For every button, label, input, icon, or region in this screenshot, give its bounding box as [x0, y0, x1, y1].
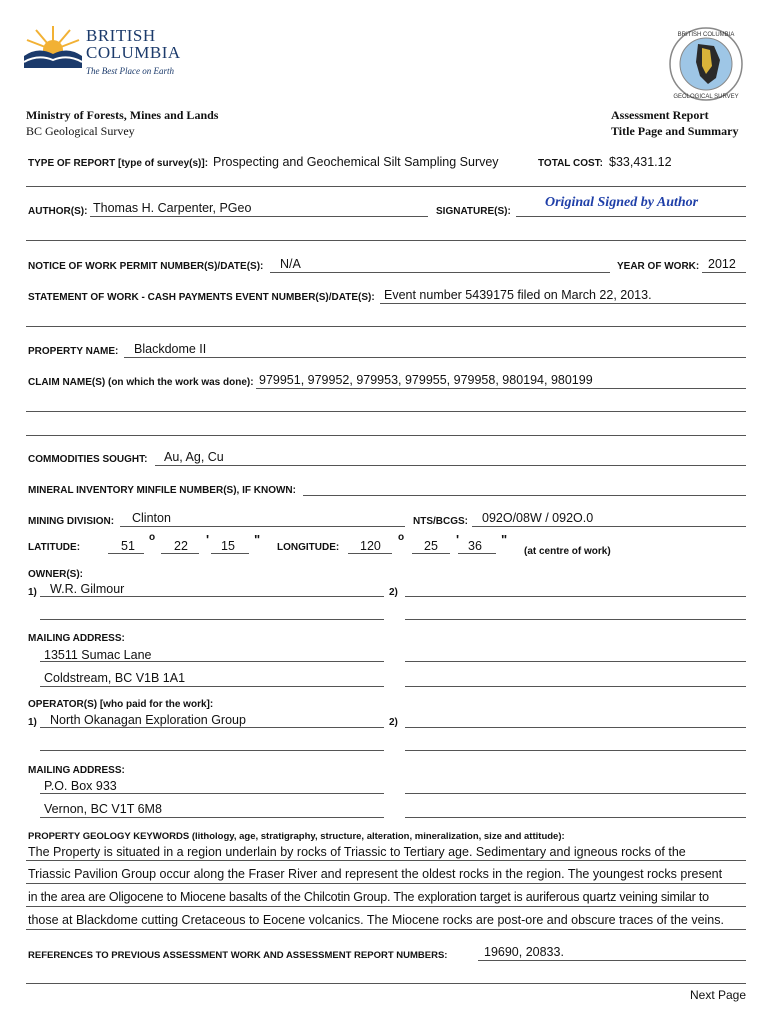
permit-underline [270, 272, 610, 273]
statement-label: STATEMENT OF WORK - CASH PAYMENTS EVENT NUMBER(S)/DATE(S): [28, 292, 375, 303]
operator-2-underline [405, 727, 746, 728]
svg-text:GEOLOGICAL SURVEY: GEOLOGICAL SURVEY [673, 94, 739, 100]
owner-1-underline [40, 596, 384, 597]
blank-line [405, 661, 746, 662]
degree-symbol: o [149, 532, 156, 543]
division-label: MINING DIVISION: [28, 516, 115, 527]
divider [26, 186, 746, 187]
commodities-underline [155, 465, 746, 466]
blank-line [405, 686, 746, 687]
references-label: REFERENCES TO PREVIOUS ASSESSMENT WORK AND ASSESSMENT REPORT NUMBERS: [28, 950, 448, 961]
owners-label: OWNER(S): [28, 569, 83, 580]
next-page-button[interactable]: Next Page [690, 988, 747, 1002]
permit-label: NOTICE OF WORK PERMIT NUMBER(S)/DATE(S): [28, 261, 264, 272]
year-label: YEAR OF WORK: [617, 261, 700, 272]
year-value[interactable]: 2012 [708, 257, 736, 271]
ministry-name: Ministry of Forests, Mines and Lands [26, 108, 219, 122]
statement-value[interactable]: Event number 5439175 filed on March 22, 2013. [384, 288, 652, 302]
second-symbol: " [254, 532, 261, 547]
latitude-degrees[interactable]: 51 [121, 539, 135, 553]
divider [26, 240, 746, 241]
author-value[interactable]: Thomas H. Carpenter, PGeo [93, 201, 252, 215]
type-of-report-label: TYPE OF REPORT [type of survey(s)]: [28, 158, 209, 169]
report-title-1: Assessment Report [611, 108, 709, 122]
lat-sec-underline [211, 553, 249, 554]
bc-logo [24, 24, 184, 82]
references-underline [478, 960, 746, 961]
owner-address-2[interactable]: Coldstream, BC V1B 1A1 [44, 671, 186, 685]
latitude-label: LATITUDE: [28, 542, 81, 553]
geology-line[interactable]: those at Blackdome cutting Cretaceous to Eocene volcanics. The Miocene rocks are post-ore and obscure traces of the veins. [28, 913, 724, 927]
year-underline [702, 272, 746, 273]
operator-1-underline [40, 727, 384, 728]
property-underline [124, 357, 746, 358]
blank-line [405, 619, 746, 620]
nts-value[interactable]: 092O/08W / 092O.0 [482, 511, 594, 525]
longitude-degrees[interactable]: 120 [360, 539, 381, 553]
lat-min-underline [161, 553, 199, 554]
property-label: PROPERTY NAME: [28, 346, 119, 357]
operator-address-2-underline [40, 817, 384, 818]
svg-text:BRITISH COLUMBIA: BRITISH COLUMBIA [677, 32, 735, 38]
owner-address-1[interactable]: 13511 Sumac Lane [44, 648, 152, 662]
blank-line [405, 793, 746, 794]
permit-value[interactable]: N/A [280, 257, 301, 271]
blank-line [40, 619, 384, 620]
operator-1-value[interactable]: North Okanagan Exploration Group [50, 713, 246, 727]
total-cost-value[interactable]: $33,431.12 [609, 155, 672, 169]
lat-deg-underline [108, 553, 144, 554]
latitude-minutes[interactable]: 22 [174, 539, 188, 553]
operator-address-1[interactable]: P.O. Box 933 [44, 779, 117, 793]
longitude-seconds[interactable]: 36 [468, 539, 482, 553]
degree-symbol: o [398, 532, 405, 543]
geology-line[interactable]: The Property is situated in a region underlain by rocks of Triassic to Tertiary age. Sedimentary and igneous rocks of the [28, 845, 686, 859]
divider [26, 983, 746, 984]
nts-underline [472, 526, 746, 527]
owner-2-underline [405, 596, 746, 597]
geological-survey-seal [668, 26, 744, 102]
division-value[interactable]: Clinton [132, 511, 171, 525]
signature-underline [516, 216, 746, 217]
minute-symbol: ' [206, 532, 210, 547]
geology-underline [26, 860, 746, 861]
blank-line [40, 750, 384, 751]
property-value[interactable]: Blackdome II [134, 342, 207, 356]
blank-line [405, 817, 746, 818]
geology-line[interactable]: in the area are Oligocene to Miocene basalts of the Chilcotin Group. The exploration target is auriferous quartz veining similar to [28, 890, 709, 904]
claims-underline [256, 388, 746, 389]
operator-address-1-underline [40, 793, 384, 794]
report-title-2: Title Page and Summary [611, 124, 739, 138]
bc-map-seal-icon [668, 26, 744, 102]
nts-label: NTS/BCGS: [413, 516, 468, 527]
blank-line [26, 411, 746, 412]
minfile-label: MINERAL INVENTORY MINFILE NUMBER(S), IF KNOWN: [28, 485, 296, 496]
operator-2-number: 2) [389, 717, 398, 728]
geology-line[interactable]: Triassic Pavilion Group occur along the Fraser River and represent the oldest rocks in the region. The youngest rocks present [28, 867, 723, 881]
type-of-report-value[interactable]: Prospecting and Geochemical Silt Sampling Survey [213, 155, 499, 169]
owner-address-2-underline [40, 686, 384, 687]
division-underline [120, 526, 405, 527]
operator-mailing-label: MAILING ADDRESS: [28, 765, 125, 776]
second-symbol: " [501, 532, 508, 547]
minute-symbol: ' [456, 532, 460, 547]
lon-deg-underline [348, 553, 392, 554]
lon-min-underline [412, 553, 450, 554]
owner-2-number: 2) [389, 587, 398, 598]
logo-tagline: The Best Place on Earth [86, 66, 174, 76]
geology-underline [26, 883, 746, 884]
claims-label: CLAIM NAME(S) (on which the work was done): [28, 377, 254, 388]
operator-address-2[interactable]: Vernon, BC V1T 6M8 [44, 802, 162, 816]
author-label: AUTHOR(S): [28, 206, 88, 217]
longitude-minutes[interactable]: 25 [424, 539, 438, 553]
owner-1-value[interactable]: W.R. Gilmour [50, 582, 125, 596]
author-underline [90, 216, 428, 217]
operators-label: OPERATOR(S) [who paid for the work]: [28, 699, 214, 710]
signature-label: SIGNATURE(S): [436, 206, 511, 217]
minfile-underline [303, 495, 746, 496]
commodities-label: COMMODITIES SOUGHT: [28, 454, 148, 465]
references-value[interactable]: 19690, 20833. [484, 945, 564, 959]
geology-label: PROPERTY GEOLOGY KEYWORDS (lithology, age, stratigraphy, structure, alteration, mineralization, size and attitude): [28, 831, 565, 842]
survey-name: BC Geological Survey [26, 124, 135, 138]
total-cost-label: TOTAL COST: [538, 158, 603, 169]
latitude-seconds[interactable]: 15 [221, 539, 235, 553]
geology-underline [26, 906, 746, 907]
blank-line [26, 435, 746, 436]
geology-underline [26, 929, 746, 930]
operator-1-number: 1) [28, 717, 37, 728]
owner-mailing-label: MAILING ADDRESS: [28, 633, 125, 644]
centre-note: (at centre of work) [524, 546, 611, 557]
logo-line2: COLUMBIA [86, 43, 181, 62]
bc-logo-sun-icon [24, 24, 82, 68]
claims-value[interactable]: 979951, 979952, 979953, 979955, 979958, 980194, 980199 [259, 373, 593, 387]
owner-address-1-underline [40, 661, 384, 662]
blank-line [405, 750, 746, 751]
owner-1-number: 1) [28, 587, 37, 598]
lon-sec-underline [458, 553, 496, 554]
commodities-value[interactable]: Au, Ag, Cu [164, 450, 224, 464]
logo-line1: BRITISH [86, 26, 156, 45]
statement-underline [380, 303, 746, 304]
longitude-label: LONGITUDE: [277, 542, 340, 553]
signature-value[interactable]: Original Signed by Author [545, 195, 699, 210]
divider [26, 326, 746, 327]
